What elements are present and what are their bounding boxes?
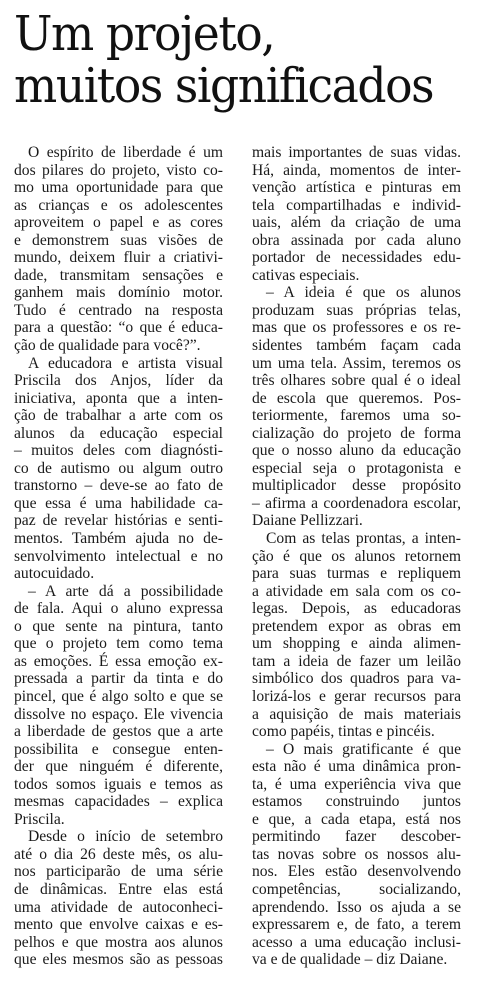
column-1-text-line: para a questão: “o que é educa- bbox=[14, 319, 223, 337]
column-2-text-line: a atividade em sala com os co- bbox=[252, 582, 461, 600]
column-1-text-line: pressada a partir da tinta e do bbox=[14, 670, 223, 688]
column-1-text-line: mento que envolve caixas e es- bbox=[14, 916, 223, 934]
column-1-text-line: dos pilares do projeto, visto co- bbox=[14, 161, 223, 179]
column-2-text-line: um shopping e ainda alimen- bbox=[252, 635, 461, 653]
column-2-text-line: um uma tela. Assim, teremos os bbox=[252, 354, 461, 372]
column-1-text-line: senvolvimento intelectual e no bbox=[14, 547, 223, 565]
column-1-text-line: paz de revelar histórias e senti- bbox=[14, 512, 223, 530]
column-1-text-line: ção de qualidade para você?”. bbox=[14, 337, 201, 355]
column-2-text-line: a aquisição de mais materiais bbox=[252, 705, 461, 723]
column-2-text-line: uais, além da criação de uma bbox=[252, 214, 461, 232]
column-2-text-line: estamos construindo juntos bbox=[252, 793, 461, 811]
column-1-text-line: iniciativa, aponta que a inten- bbox=[14, 389, 223, 407]
column-2-text-line: ção é que os alunos retornem bbox=[252, 547, 461, 565]
article-column-right bbox=[252, 144, 461, 969]
column-1-text-line: as crianças e os adolescentes bbox=[14, 196, 223, 214]
column-2-text-line: e que, a cada etapa, está nos bbox=[252, 810, 461, 828]
column-2-text-line: teriormente, faremos uma so- bbox=[252, 407, 461, 425]
column-1-text-line: – A arte dá a possibilidade bbox=[28, 582, 223, 600]
column-1-text-line: der que ninguém é diferente, bbox=[14, 758, 223, 776]
column-1-text-line: co de autismo ou algum outro bbox=[14, 459, 223, 477]
column-2-text-line: – A ideia é que os alunos bbox=[266, 284, 461, 302]
column-2-text-line: Daiane Pellizzari. bbox=[252, 512, 363, 530]
column-1-text-line: uma atividade de autoconheci- bbox=[14, 898, 223, 916]
column-1-text-line: pincel, que é algo solto e que se bbox=[14, 687, 223, 705]
column-2-text-line: va e de qualidade – diz Daiane. bbox=[252, 951, 448, 969]
column-1-text-line: que eles mesmos são as pessoas bbox=[14, 951, 223, 969]
column-2-text-line: aprendendo. Isso os ajuda a se bbox=[252, 898, 461, 916]
column-1-text-line: A educadora e artista visual bbox=[28, 354, 223, 372]
column-1-text-line: dade, transmitam sensações e bbox=[14, 266, 223, 284]
column-1-text-line: a liberdade de gestos que a arte bbox=[14, 723, 223, 741]
column-2-text-line: multiplicador desse propósito bbox=[252, 477, 461, 495]
column-2-text-line: produzam suas próprias telas, bbox=[252, 301, 461, 319]
column-1-text-line: pelhos e que mostra aos alunos bbox=[14, 933, 223, 951]
article-headline bbox=[14, 8, 446, 112]
column-1-text-line: todos somos iguais e temos as bbox=[14, 775, 223, 793]
column-1-text-line: O espírito de liberdade é um bbox=[28, 144, 223, 161]
column-2-text-line: que o nosso aluno da educação bbox=[252, 442, 461, 460]
column-1-text-line: Tudo é centrado na resposta bbox=[14, 301, 223, 319]
column-1-text-line: transtorno – deve-se ao fato de bbox=[14, 477, 223, 495]
column-2-text-line: especial seja o protagonista e bbox=[252, 459, 461, 477]
column-2-text-line: de escola que queremos. Pos- bbox=[252, 389, 461, 407]
column-1-text-line: mo uma oportunidade para que bbox=[14, 179, 223, 197]
column-1-text-line: Priscila dos Anjos, líder da bbox=[14, 372, 223, 390]
column-1-text-line: que essa é uma habilidade ca- bbox=[14, 494, 223, 512]
column-1-text-line: Desde o início de setembro bbox=[28, 828, 223, 846]
column-1-text-line: ção de trabalhar a arte com os bbox=[14, 407, 223, 425]
column-1-text-line: até o dia 26 deste mês, os alu- bbox=[14, 845, 223, 863]
column-1-text-line: alunos da educação especial bbox=[14, 424, 223, 442]
column-2-text-line: ta, é uma experiência viva que bbox=[252, 775, 461, 793]
column-1-text-line: mesmas capacidades – explica bbox=[14, 793, 223, 811]
column-2-text-line: venção artística e pinturas em bbox=[252, 179, 461, 197]
column-2-text-line: Com as telas prontas, a inten- bbox=[266, 530, 461, 548]
column-1-text-line: autocuidado. bbox=[14, 565, 95, 583]
column-2-text-line: cialização do projeto de forma bbox=[252, 424, 461, 442]
column-2-text-line: esta não é uma dinâmica pron- bbox=[252, 758, 461, 776]
column-2-text-line: Há, ainda, momentos de inter- bbox=[252, 161, 461, 179]
column-1-text-line: ganhem mais domínio motor. bbox=[14, 284, 223, 302]
column-2-text-line: tam a ideia de fazer um leilão bbox=[252, 652, 461, 670]
column-2-text-line: para suas turmas e repliquem bbox=[252, 565, 461, 583]
column-2-text-line: acesso a uma educação inclusi- bbox=[252, 933, 461, 951]
column-2-text-line: legas. Depois, as educadoras bbox=[252, 600, 461, 618]
column-2-text-line: simbólico dos quadros para va- bbox=[252, 670, 461, 688]
column-2-text-line: mais importantes de suas vidas. bbox=[252, 144, 461, 161]
column-1-text-line: as emoções. É essa emoção ex- bbox=[14, 652, 223, 670]
column-1-text-line: de fala. Aqui o aluno expressa bbox=[14, 600, 223, 618]
column-1-text-line: e demonstrem suas visões de bbox=[14, 231, 223, 249]
column-2-text-line: sidentes também façam cada bbox=[252, 337, 461, 355]
column-1-text-line: possibilita e consegue enten- bbox=[14, 740, 223, 758]
column-1-text-line: de dinâmicas. Entre elas está bbox=[14, 880, 223, 898]
column-2-text-line: nos. Eles estão desenvolvendo bbox=[252, 863, 461, 881]
column-2-text-line: três olhares sobre qual é o ideal bbox=[252, 372, 461, 390]
column-2-text-line: tela compartilhadas e individ- bbox=[252, 196, 461, 214]
column-2-text-line: permitindo fazer descober- bbox=[252, 828, 461, 846]
column-1-text-line: nos participarão de uma série bbox=[14, 863, 223, 881]
column-1-text-line: o que sente na pintura, tanto bbox=[14, 617, 223, 635]
column-1-text-line: mentos. Também ajuda no de- bbox=[14, 530, 223, 548]
column-1-text-line: que o projeto tem como tema bbox=[14, 635, 223, 653]
column-2-text-line: obra assinada por cada aluno bbox=[252, 231, 461, 249]
column-2-text-line: competências, socializando, bbox=[252, 880, 461, 898]
column-1-text-line: dissolve no espaço. Ele vivencia bbox=[14, 705, 223, 723]
column-1-text-line: – muitos deles com diagnósti- bbox=[14, 442, 223, 460]
column-2-text-line: – O mais gratificante é que bbox=[266, 740, 461, 758]
column-2-text-line: expressarem e, de fato, a terem bbox=[252, 916, 461, 934]
column-1-text-line: Priscila. bbox=[14, 810, 65, 828]
column-2-text-line: tas novas sobre os nossos alu- bbox=[252, 845, 461, 863]
column-2-text-line: – afirma a coordenadora escolar, bbox=[252, 494, 461, 512]
column-2-text-line: lorizá-los e gerar recursos para bbox=[252, 687, 461, 705]
column-1-text-line: aproveitem o papel e as cores bbox=[14, 214, 223, 232]
column-1-text-line: mundo, deixem fluir a criativi- bbox=[14, 249, 223, 267]
article-column-left bbox=[14, 144, 223, 969]
headline-line-2: muitos significados bbox=[14, 58, 434, 114]
column-2-text-line: pretendem expor as obras em bbox=[252, 617, 461, 635]
column-2-text-line: como papéis, tintas e pincéis. bbox=[252, 723, 435, 741]
column-2-text-line: cativas especiais. bbox=[252, 266, 360, 284]
column-2-text-line: mas que os professores e os re- bbox=[252, 319, 461, 337]
headline-line-1: Um projeto, bbox=[14, 6, 275, 62]
column-2-text-line: portador de necessidades edu- bbox=[252, 249, 461, 267]
